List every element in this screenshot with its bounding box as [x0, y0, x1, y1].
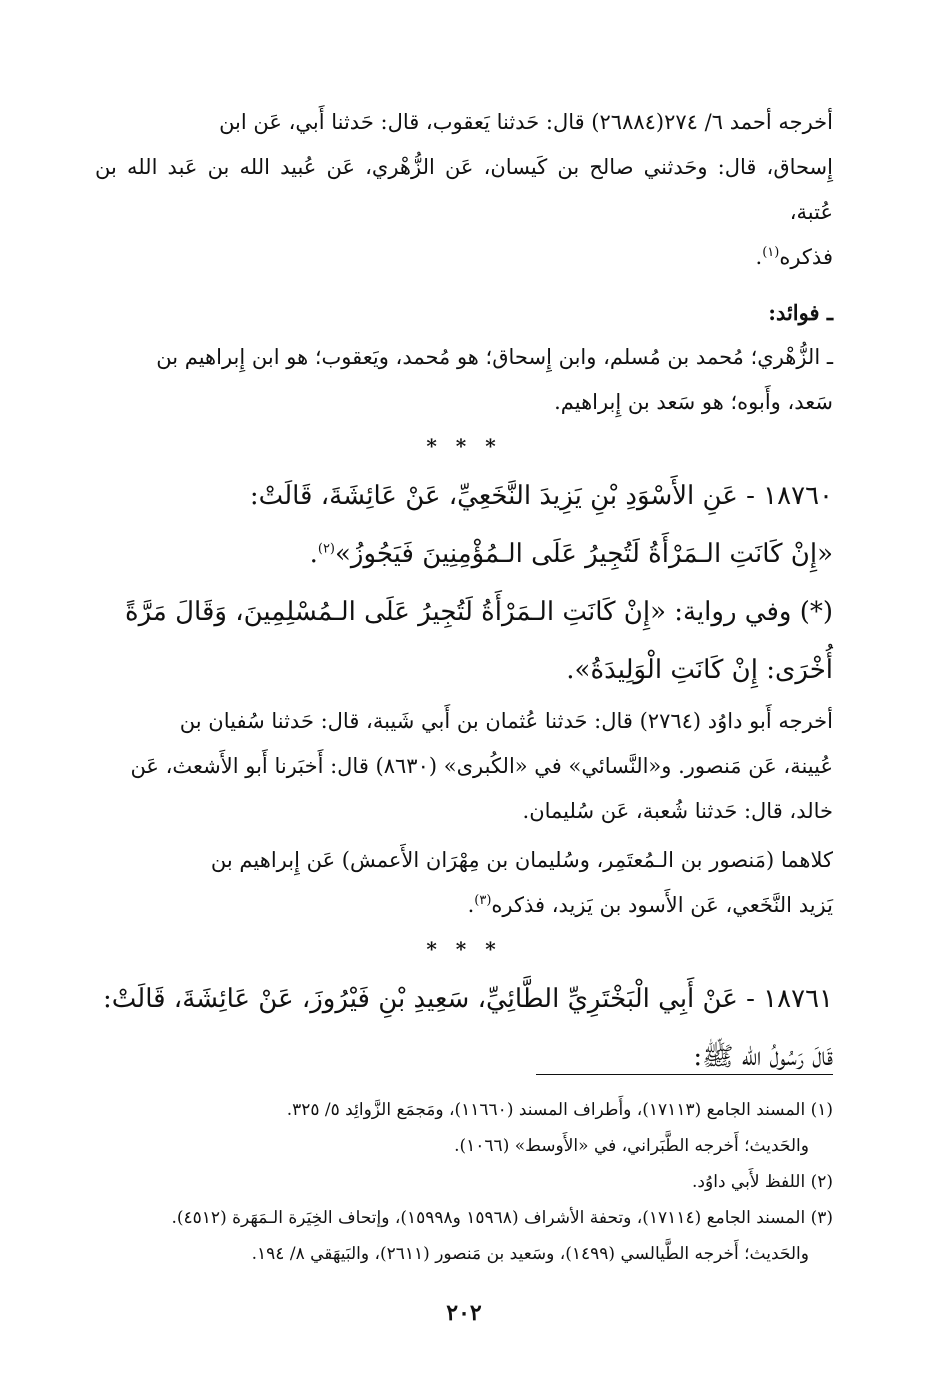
text-line: أخرجه أحمد ٦/ ٢٧٤(٢٦٨٨٤) قال: حَدثنا يَعقوب، قال: حَدثنا أَبي، عَن ابن	[219, 110, 833, 134]
hadith-18761	[95, 970, 833, 1086]
text-line: كلاهما (مَنصور بن الـمُعتَمِر، وسُليمان بن مِهْرَان الأَعمش) عَن إِبراهيم بن	[210, 848, 833, 872]
section-separator: * * *	[426, 937, 502, 961]
text-line: فذكره	[779, 245, 833, 269]
footnote-marker[interactable]: (١)	[762, 245, 780, 260]
takhrij-paragraph-1: أخرجه أحمد ٦/ ٢٧٤(٢٦٨٨٤) قال: حَدثنا يَعقوب، قال: حَدثنا أَبي، عَن ابن إِسحاق، قال: وحَدثني صالح بن كَيسان، عَن الزُّهْري، عَن عُبيد الله بن عَبد الله بن عُتبة، فذكره$^{(١)}$.	[95, 110, 833, 269]
fawaid-heading: ـ فوائد:	[768, 300, 833, 325]
footnote-divider	[536, 1074, 833, 1075]
footnote-marker[interactable]: (٢)	[317, 541, 335, 557]
fawaid-paragraph	[95, 335, 833, 425]
footnote-marker[interactable]: (٣)	[474, 893, 492, 908]
hadith-variant: أُخْرَى: إِنْ كَانَتِ الْوَلِيدَةُ».	[566, 655, 833, 685]
text-line: يَزيد النَّخَعي، عَن الأَسود بن يَزيد، فذكره	[491, 893, 833, 917]
text-line: أخرجه أَبو داوُد (٢٧٦٤) قال: حَدثنا عُثمان بن أَبي شَيبة، قال: حَدثنا سُفيان بن	[179, 709, 833, 733]
footnotes	[95, 1092, 833, 1272]
footnote-3: (٣) المسند الجامع (١٧١١٤)، وتحفة الأشراف (١٥٩٦٨ و١٥٩٩٨)، وإتحاف الخِيَرة الـمَهَرة (٤٥١٢).	[171, 1208, 833, 1228]
page-number: ٢٠٢	[446, 1300, 482, 1326]
text-line: إِسحاق، قال: وحَدثني صالح بن كَيسان، عَن الزُّهْري، عَن عُبيد الله بن عَبد الله بن عُتبة،	[95, 155, 833, 224]
text-line: خالد، قال: حَدثنا شُعبة، عَن سُليمان.	[522, 799, 833, 823]
hadith-18760: ١٨٧٦٠ - عَنِ الأَسْوَدِ بْنِ يَزِيدَ النَّخَعِيِّ، عَنْ عَائِشَةَ، قَالَتْ: «إِنْ كَانَتِ الـمَرْأَةُ لَتُجِيرُ عَلَى الـمُؤْمِنِينَ فَيَجُوزُ»$^{(٢)}$. (*) وفي رواية: «إِنْ كَانَتِ الـمَرْأَةُ لَتُجِيرُ عَلَى الـمُسْلِمِينَ، وَقَالَ مَرَّةً أُخْرَى: إِنْ كَانَتِ الْوَلِيدَةُ».	[124, 481, 833, 685]
takhrij-paragraph-2	[95, 699, 833, 834]
footnote-1-continued: والحَديث؛ أَخرجه الطَّبَراني، في «الأَوسط» (١٠٦٦).	[454, 1136, 809, 1156]
hadith-matn: قَالَ رَسُولُ الله ﷺ:	[693, 1042, 833, 1072]
text-line: سَعد، وأَبوه؛ هو سَعد بن إِبراهيم.	[554, 390, 833, 414]
hadith-matn: «إِنْ كَانَتِ الـمَرْأَةُ لَتُجِيرُ عَلَى الـمُؤْمِنِينَ فَيَجُوزُ»	[335, 539, 833, 569]
footnote-3-continued: والحَديث؛ أَخرجه الطَّيالسي (١٤٩٩)، وسَعيد بن مَنصور (٢٦١١)، والبَيهَقي ٨/ ١٩٤.	[251, 1244, 809, 1264]
section-separator: * * *	[426, 434, 502, 458]
hadith-variant: (*) وفي رواية: «إِنْ كَانَتِ الـمَرْأَةُ لَتُجِيرُ عَلَى الـمُسْلِمِينَ، وَقَالَ مَرَّةً	[124, 597, 833, 627]
text-line: ـ الزُّهْري؛ مُحمد بن مُسلم، وابن إِسحاق؛ هو مُحمد، ويَعقوب؛ هو ابن إِبراهيم بن	[156, 345, 833, 369]
hadith-heading: ١٨٧٦٠ - عَنِ الأَسْوَدِ بْنِ يَزِيدَ النَّخَعِيِّ، عَنْ عَائِشَةَ، قَالَتْ:	[249, 481, 833, 511]
text-line: عُيينة، عَن مَنصور. و«النَّسائي» في «الكُبرى» (٨٦٣٠) قال: أَخبَرنا أَبو الأَشعث، عَن	[130, 754, 833, 778]
footnote-2: (٢) اللفظ لأَبي داوُد.	[692, 1172, 833, 1192]
page-body	[95, 100, 833, 1342]
kilahuma-paragraph: كلاهما (مَنصور بن الـمُعتَمِر، وسُليمان بن مِهْرَان الأَعمش) عَن إِبراهيم بن يَزيد النَّخَعي، عَن الأَسود بن يَزيد، فذكره$^{(٣)}$.	[210, 848, 833, 917]
hadith-heading: ١٨٧٦١ - عَنْ أَبِي الْبَخْتَرِيِّ الطَّائِيِّ، سَعِيدِ بْنِ فَيْرُوزَ، عَنْ عَائِشَةَ، قَالَتْ:	[102, 984, 833, 1014]
footnote-1: (١) المسند الجامع (١٧١١٣)، وأَطراف المسند (١١٦٦٠)، ومَجمَع الزَّوائِد ٥/ ٣٢٥.	[286, 1100, 833, 1120]
